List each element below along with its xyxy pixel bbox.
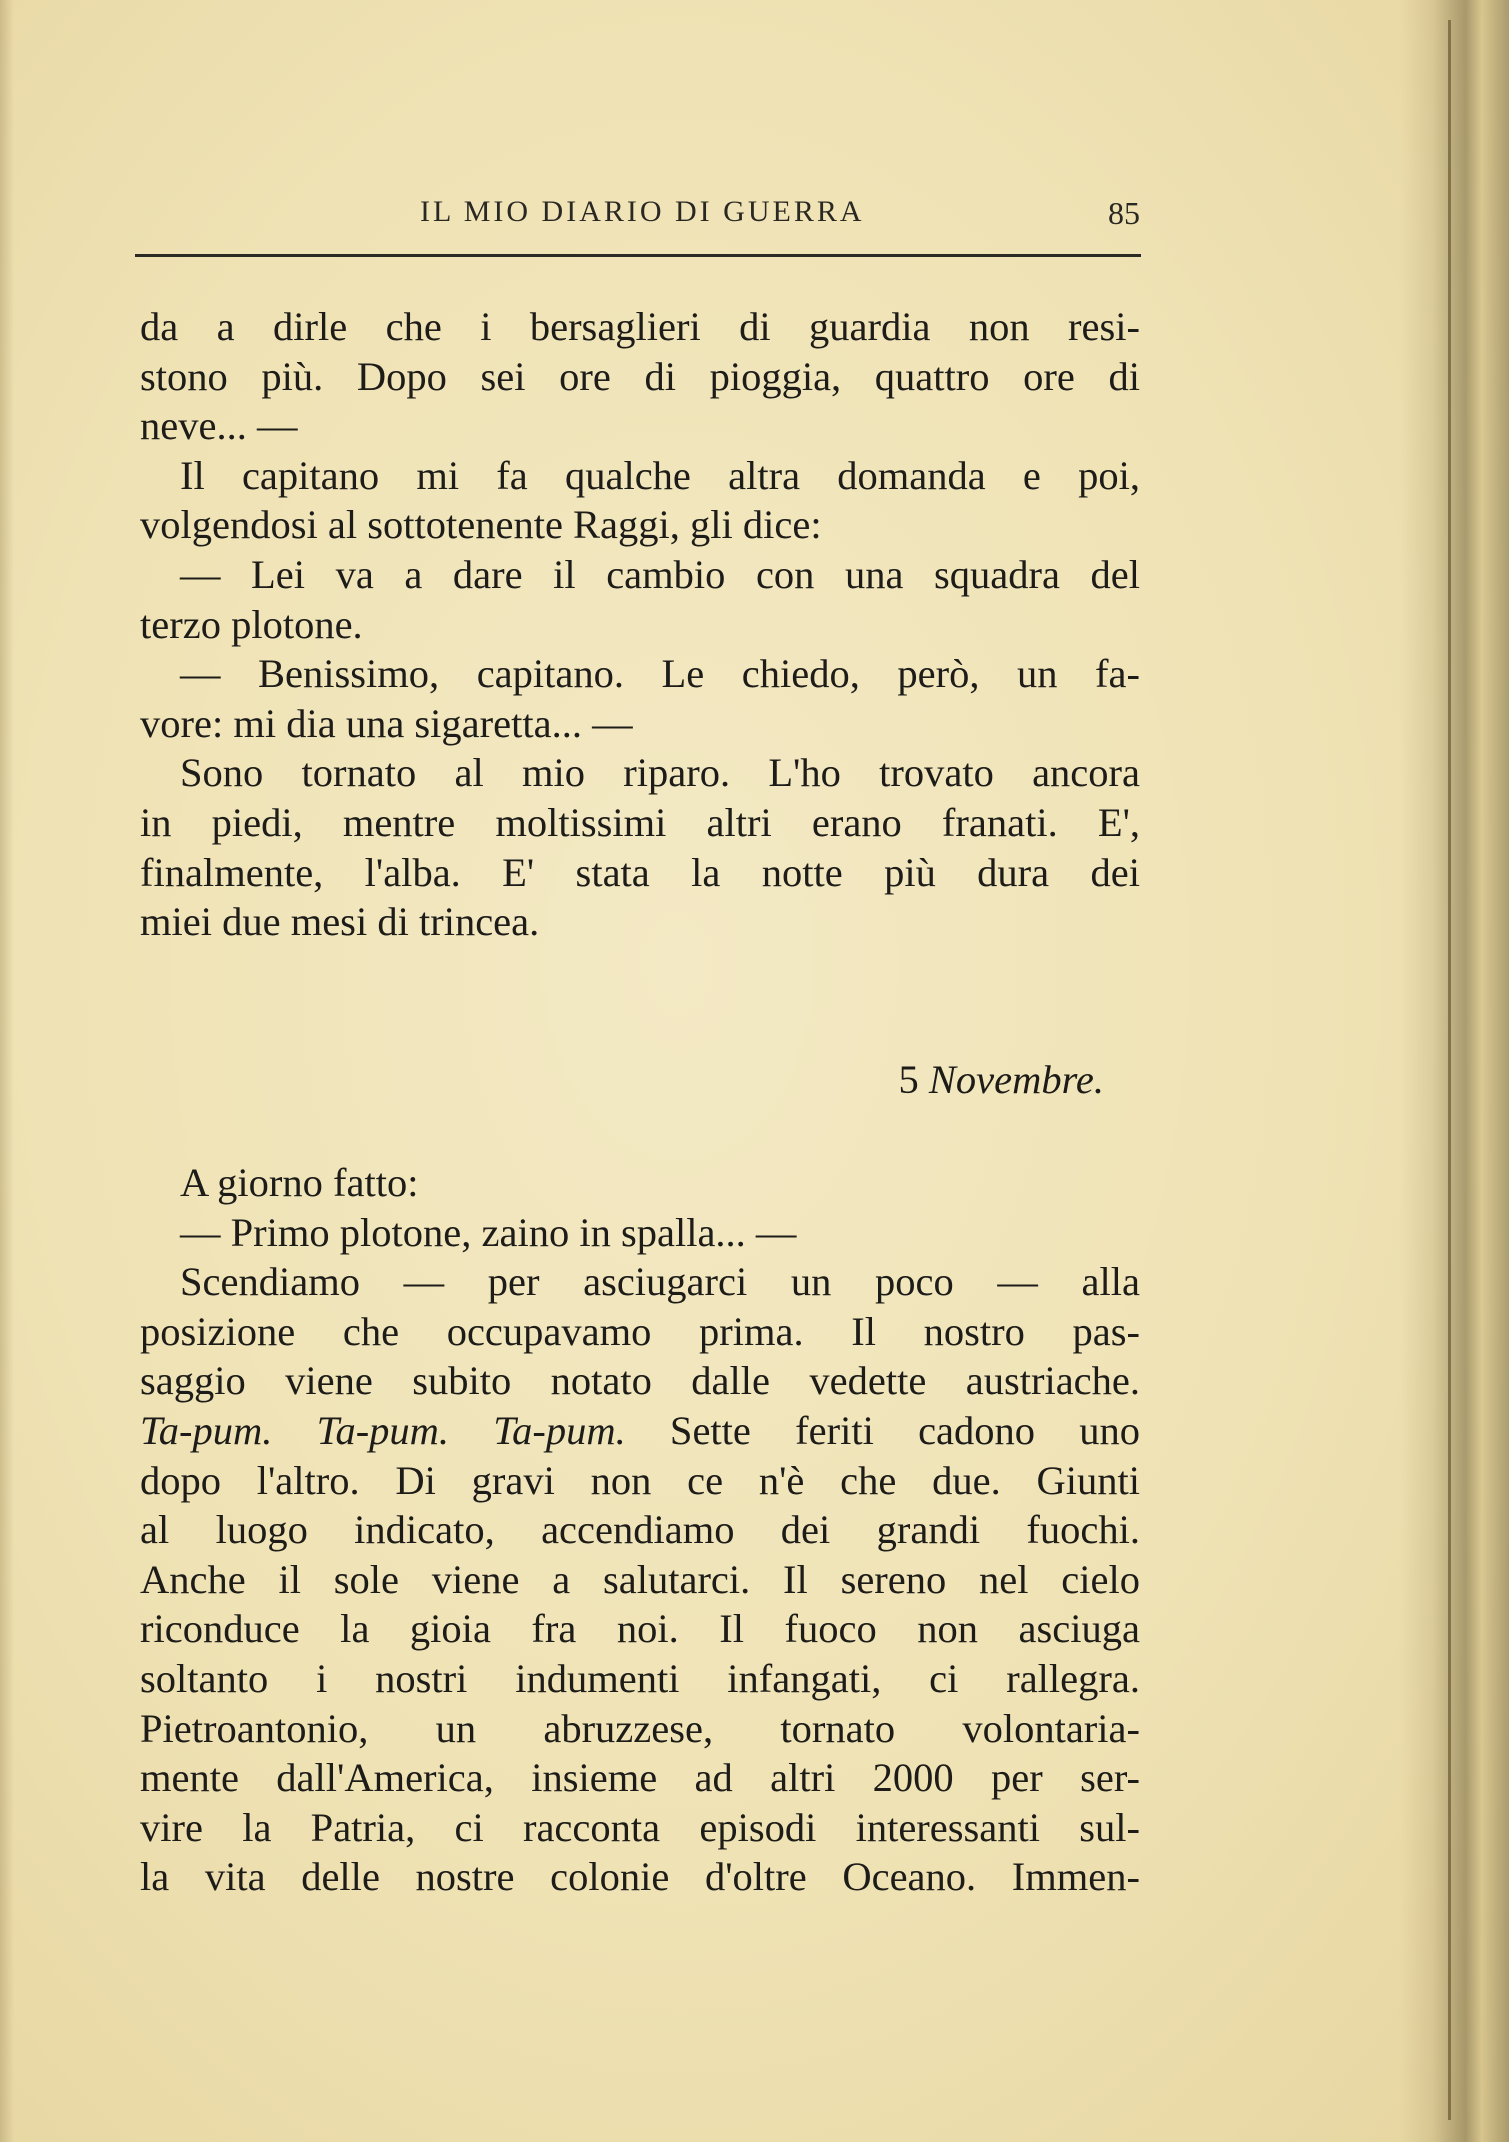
text-line: posizione che occupavamo prima. Il nostro pas- [140,1308,1140,1354]
paragraph-block-2 [140,1158,1140,1902]
onomatopoeia-italic: Ta-pum. Ta-pum. Ta-pum. [140,1407,626,1453]
page-number: 85 [1108,195,1140,231]
running-title: IL MIO DIARIO DI GUERRA [420,195,865,228]
paragraph-block-1 [140,302,1140,947]
text-line: la vita delle nostre colonie d'oltre Oceano. Immen- [140,1854,1140,1900]
text-line: riconduce la gioia fra noi. Il fuoco non asciuga [140,1606,1140,1652]
text-line: miei due mesi di trincea. [140,899,540,945]
text-line: vore: mi dia una sigaretta... — [140,700,633,746]
text-line: neve... — [140,403,298,449]
book-spine-line [1448,20,1451,2120]
date-day: 5 [898,1057,919,1102]
text-line: in piedi, mentre moltissimi altri erano franati. E', [140,799,1140,845]
text-line: — Primo plotone, zaino in spalla... — [180,1209,797,1255]
text-line: saggio viene subito notato dalle vedette austriache. [140,1358,1140,1404]
text-line: Sono tornato al mio riparo. L'ho trovato ancora [180,750,1140,796]
page-header [140,195,1140,255]
header-rule [135,254,1141,257]
text-line: stono più. Dopo sei ore di pioggia, quattro ore di [140,353,1140,399]
text-line: soltanto i nostri indumenti infangati, ci rallegra. [140,1655,1140,1701]
text-line: vire la Patria, ci racconta episodi interessanti sul- [140,1804,1140,1850]
text-line: da a dirle che i bersaglieri di guardia non resi- [140,304,1140,349]
text-line: Il capitano mi fa qualche altra domanda e poi, [180,452,1140,498]
text-line: — Benissimo, capitano. Le chiedo, però, un fa- [180,651,1140,697]
text-line-rest: Sette feriti cadono uno [625,1407,1140,1453]
text-line: Pietroantonio, un abruzzese, tornato volontaria- [140,1705,1140,1751]
text-line-mixed [140,1406,1140,1456]
text-line: Scendiamo — per asciugarci un poco — alla [180,1259,1140,1305]
text-line: volgendosi al sottotenente Raggi, gli dice: [140,502,822,548]
date-month: Novembre. [928,1057,1104,1102]
text-line: Anche il sole viene a salutarci. Il sereno nel cielo [140,1556,1140,1602]
page-left-edge [0,0,14,2142]
text-line: finalmente, l'alba. E' stata la notte più dura dei [140,849,1140,895]
text-line: dopo l'altro. Di gravi non ce n'è che due. Giunti [140,1457,1140,1503]
date-heading [140,1050,1140,1110]
book-spine-shadow [1400,0,1509,2142]
text-line: al luogo indicato, accendiamo dei grandi fuochi. [140,1507,1140,1553]
text-line: — Lei va a dare il cambio con una squadra del [180,551,1140,597]
text-line: A giorno fatto: [180,1160,419,1205]
text-line: mente dall'America, insieme ad altri 2000 per ser- [140,1755,1140,1801]
text-line: terzo plotone. [140,601,363,647]
